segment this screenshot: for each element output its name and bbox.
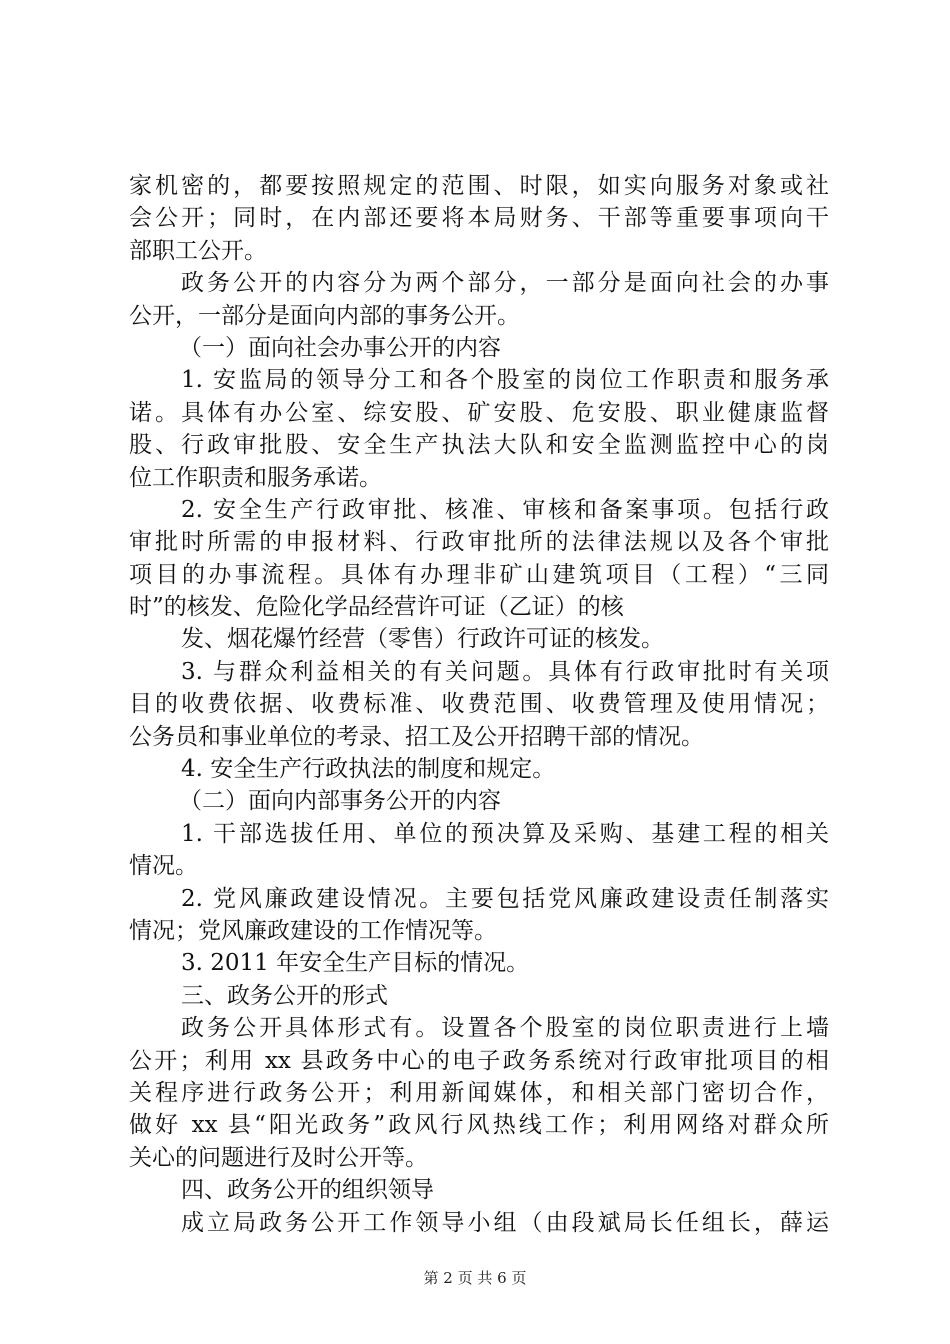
text-line-15: 发、烟花爆竹经营（零售）行政许可证的核发。: [181, 626, 664, 653]
text-line-7: 1. 安监局的领导分工和各个股室的岗位工作职责和服务承: [181, 367, 829, 394]
page-number-footer: 第 2 页 共 6 页: [423, 1269, 527, 1287]
text-line-8: 诺。具体有办公室、综安股、矿安股、危安股、职业健康监督: [129, 399, 829, 426]
text-line-14: 时”的核发、危险化学品经营许可证（乙证）的核: [129, 594, 624, 621]
text-line-10: 位工作职责和服务承诺。: [129, 464, 382, 491]
text-line-33: 成立局政务公开工作领导小组（由段斌局长任组长，薛运: [181, 1209, 829, 1236]
section-heading-1: （一）面向社会办事公开的内容: [179, 334, 501, 361]
text-line-31: 关心的问题进行及时公开等。: [129, 1144, 428, 1171]
text-line-4: 政务公开的内容分为两个部分，一部分是面向社会的办事: [181, 270, 829, 297]
text-line-28: 公开；利用 xx 县政务中心的电子政务系统对行政审批项目的相: [129, 1047, 829, 1074]
text-line-19: 4. 安全生产行政执法的制度和规定。: [181, 756, 556, 783]
text-line-2: 会公开；同时，在内部还要将本局财务、干部等重要事项向干: [129, 205, 829, 232]
document-body: [129, 170, 829, 1239]
section-heading-2: （二）面向内部事务公开的内容: [179, 788, 501, 815]
text-line-27: 政务公开具体形式有。设置各个股室的岗位职责进行上墙: [181, 1015, 829, 1042]
text-line-9: 股、行政审批股、安全生产执法大队和安全监测监控中心的岗: [129, 432, 829, 459]
text-line-1: 家机密的，都要按照规定的范围、时限，如实向服务对象或社: [129, 173, 829, 199]
text-line-22: 情况。: [129, 853, 198, 880]
text-line-18: 公务员和事业单位的考录、招工及公开招聘干部的情况。: [129, 723, 704, 750]
text-line-21: 1. 干部选拔任用、单位的预决算及采购、基建工程的相关: [181, 820, 829, 847]
text-line-3: 部职工公开。: [129, 237, 267, 264]
text-line-11: 2. 安全生产行政审批、核准、审核和备案事项。包括行政: [181, 496, 829, 523]
text-line-17: 目的收费依据、收费标准、收费范围、收费管理及使用情况；: [129, 691, 829, 718]
text-line-12: 审批时所需的申报材料、行政审批所的法律法规以及各个审批: [129, 529, 829, 556]
text-line-16: 3. 与群众利益相关的有关问题。具体有行政审批时有关项: [181, 658, 829, 685]
text-line-29: 关程序进行政务公开；利用新闻媒体，和相关部门密切合作，: [129, 1079, 829, 1106]
text-line-13: 项目的办事流程。具体有办理非矿山建筑项目（工程）“三同: [129, 561, 829, 588]
section-heading-3: 三、政务公开的形式: [181, 982, 388, 1009]
text-line-23: 2. 党风廉政建设情况。主要包括党风廉政建设责任制落实: [181, 885, 829, 912]
text-line-25: 3. 2011 年安全生产目标的情况。: [181, 950, 530, 977]
text-line-5: 公开，一部分是面向内部的事务公开。: [129, 302, 520, 329]
text-line-24: 情况；党风廉政建设的工作情况等。: [129, 917, 497, 944]
text-line-30: 做好 xx 县“阳光政务”政风行风热线工作；利用网络对群众所: [129, 1112, 829, 1139]
section-heading-4: 四、政务公开的组织领导: [181, 1177, 434, 1204]
